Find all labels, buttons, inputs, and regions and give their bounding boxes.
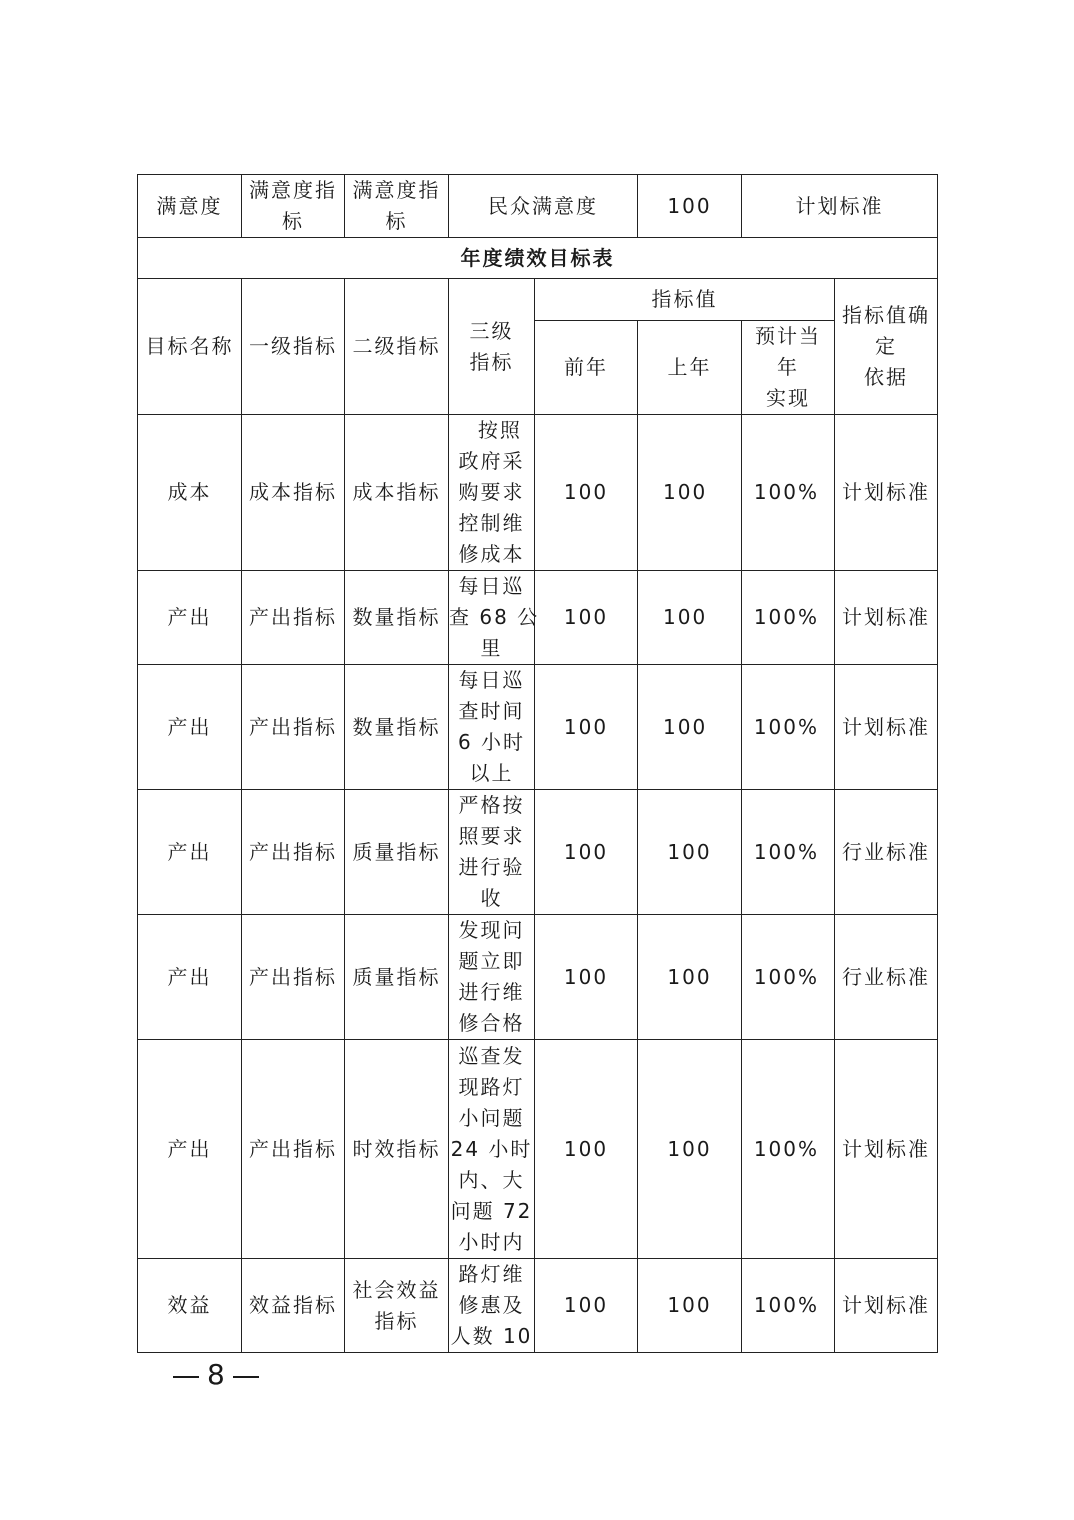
dash-right — [233, 1376, 259, 1378]
basis-cell: 计划标准 — [835, 571, 938, 665]
expected-cell: 100% — [742, 790, 835, 915]
table-row — [138, 790, 938, 915]
prev-year-cell: 100 — [535, 571, 638, 665]
goal-cell: 满意度 — [138, 175, 242, 238]
page-number: 8 — [207, 1358, 225, 1391]
last-year-cell: 100 — [638, 790, 742, 915]
header-level1: 一级指标 — [242, 279, 345, 415]
header-level2: 二级指标 — [345, 279, 449, 415]
expected-cell: 100% — [742, 915, 835, 1040]
level2-cell: 数量指标 — [345, 571, 449, 665]
level3-cell: 每日巡 查 68 公 里 — [449, 571, 535, 665]
table-row — [138, 665, 938, 790]
level2-cell: 质量指标 — [345, 790, 449, 915]
last-year-cell: 100 — [638, 665, 742, 790]
goal-cell: 产出 — [138, 915, 242, 1040]
level3-cell: 严格按 照要求 进行验 收 — [449, 790, 535, 915]
basis-cell: 计划标准 — [835, 1040, 938, 1259]
level1-cell: 效益指标 — [242, 1259, 345, 1353]
basis-cell: 行业标准 — [835, 915, 938, 1040]
prev-year-cell: 100 — [535, 1040, 638, 1259]
performance-table — [137, 174, 938, 1353]
goal-cell: 产出 — [138, 790, 242, 915]
header-basis: 指标值确 定 依据 — [835, 279, 938, 415]
level2-cell: 时效指标 — [345, 1040, 449, 1259]
level1-cell: 产出指标 — [242, 915, 345, 1040]
level3-cell: 路灯维 修惠及 人数 10 — [449, 1259, 535, 1353]
table-title: 年度绩效目标表 — [138, 238, 938, 279]
header-row — [138, 279, 938, 321]
expected-cell: 100% — [742, 1259, 835, 1353]
header-goal-name: 目标名称 — [138, 279, 242, 415]
prev-year-cell: 100 — [535, 1259, 638, 1353]
expected-cell: 100% — [742, 415, 835, 571]
level1-cell: 产出指标 — [242, 1040, 345, 1259]
page-footer — [165, 1358, 267, 1391]
prev-year-cell: 100 — [535, 915, 638, 1040]
level2-cell: 社会效益 指标 — [345, 1259, 449, 1353]
level3-cell: 按照 政府采 购要求 控制维 修成本 — [449, 415, 535, 571]
basis-cell: 计划标准 — [742, 175, 938, 238]
basis-cell: 计划标准 — [835, 415, 938, 571]
last-year-cell: 100 — [638, 915, 742, 1040]
dash-left — [173, 1376, 199, 1378]
header-level3: 三级 指标 — [449, 279, 535, 415]
level1-cell: 满意度指标 — [242, 175, 345, 238]
level3-cell: 巡查发 现路灯 小问题 24 小时 内、大 问题 72 小时内 — [449, 1040, 535, 1259]
value-cell: 100 — [638, 175, 742, 238]
table-row — [138, 415, 938, 571]
header-prev-year: 前年 — [535, 321, 638, 415]
last-year-cell: 100 — [638, 415, 742, 571]
goal-cell: 成本 — [138, 415, 242, 571]
header-expected: 预计当 年 实现 — [742, 321, 835, 415]
level1-cell: 成本指标 — [242, 415, 345, 571]
header-indicator-value: 指标值 — [535, 279, 835, 321]
table-row — [138, 571, 938, 665]
goal-cell: 产出 — [138, 571, 242, 665]
level3-cell: 每日巡 查时间 6 小时 以上 — [449, 665, 535, 790]
basis-cell: 计划标准 — [835, 665, 938, 790]
level2-cell: 质量指标 — [345, 915, 449, 1040]
prev-year-cell: 100 — [535, 415, 638, 571]
expected-cell: 100% — [742, 665, 835, 790]
expected-cell: 100% — [742, 1040, 835, 1259]
level2-cell: 数量指标 — [345, 665, 449, 790]
table-row — [138, 915, 938, 1040]
level1-cell: 产出指标 — [242, 790, 345, 915]
basis-cell: 计划标准 — [835, 1259, 938, 1353]
level2-cell: 成本指标 — [345, 415, 449, 571]
last-year-cell: 100 — [638, 1040, 742, 1259]
header-last-year: 上年 — [638, 321, 742, 415]
goal-cell: 效益 — [138, 1259, 242, 1353]
basis-cell: 行业标准 — [835, 790, 938, 915]
level2-cell: 满意度指标 — [345, 175, 449, 238]
level1-cell: 产出指标 — [242, 665, 345, 790]
goal-cell: 产出 — [138, 665, 242, 790]
level3-cell: 民众满意度 — [449, 175, 638, 238]
satisfaction-row — [138, 175, 938, 238]
level1-cell: 产出指标 — [242, 571, 345, 665]
level3-cell: 发现问 题立即 进行维 修合格 — [449, 915, 535, 1040]
expected-cell: 100% — [742, 571, 835, 665]
table-row — [138, 1040, 938, 1259]
last-year-cell: 100 — [638, 571, 742, 665]
prev-year-cell: 100 — [535, 665, 638, 790]
table-row — [138, 1259, 938, 1353]
prev-year-cell: 100 — [535, 790, 638, 915]
goal-cell: 产出 — [138, 1040, 242, 1259]
last-year-cell: 100 — [638, 1259, 742, 1353]
